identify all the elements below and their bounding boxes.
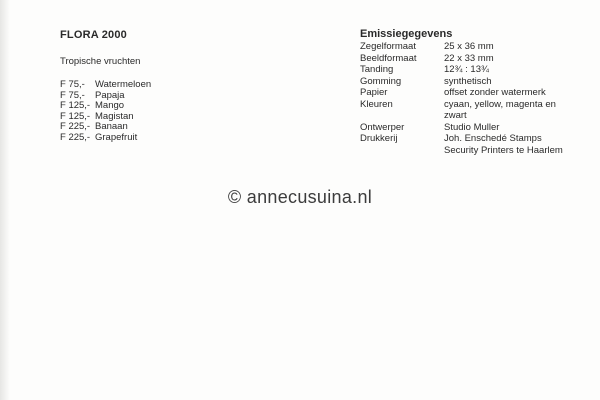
denomination-row [60, 133, 280, 144]
denomination-value: F 225,- [60, 131, 91, 143]
denomination-row [60, 91, 280, 102]
spec-label: Drukkerij [360, 133, 398, 144]
copyright-watermark: © annecusuina.nl [227, 187, 373, 207]
denomination-row [60, 122, 280, 133]
spec-row-colors [360, 99, 590, 122]
denomination-value: F 75,- [60, 79, 85, 90]
spec-value-line: cyaan, yellow, magenta en [444, 98, 556, 110]
spec-row-perforation [360, 64, 590, 76]
denomination-name: Magistan [95, 110, 134, 122]
spec-value: Studio Muller [444, 121, 500, 133]
spec-label: Papier [360, 87, 388, 98]
spec-value: 25 x 36 mm [444, 41, 494, 52]
spec-label: Ontwerper [360, 121, 405, 133]
spec-label: Kleuren [360, 98, 393, 110]
spec-label: Zegelformaat [360, 41, 416, 52]
spec-value [444, 99, 590, 122]
spec-row-printer [360, 133, 590, 156]
spec-label: Gomming [360, 75, 402, 87]
issue-subtitle: Tropische vruchten [60, 56, 141, 67]
denomination-name: Mango [95, 100, 125, 111]
spec-value: offset zonder watermerk [444, 87, 546, 98]
denomination-row [60, 112, 280, 123]
denomination-name: Grapefruit [95, 131, 138, 143]
spec-value-line: Security Printers te Haarlem [444, 144, 563, 156]
spec-value-line: Joh. Enschedé Stamps [444, 133, 542, 144]
spec-row-image-size [360, 53, 590, 65]
emission-data-column [360, 27, 590, 156]
denomination-row [60, 80, 280, 91]
issue-title: FLORA 2000 [60, 29, 128, 41]
spec-value-line: zwart [444, 110, 467, 121]
denomination-value: F 125,- [60, 110, 91, 122]
spec-row-designer [360, 122, 590, 134]
spec-row-stamp-size [360, 41, 590, 53]
denomination-name: Banaan [95, 121, 128, 132]
spec-value: synthetisch [444, 75, 492, 87]
spec-row-paper [360, 87, 590, 99]
denomination-value: F 75,- [60, 89, 85, 101]
spec-list [360, 41, 590, 156]
stamp-issue-column [60, 28, 280, 143]
denomination-row [60, 101, 280, 112]
denomination-name: Watermeloen [95, 79, 152, 90]
denomination-value: F 125,- [60, 100, 91, 111]
spec-value: 12¾ : 13¾ [444, 64, 489, 75]
emission-title: Emissiegegevens [360, 28, 453, 40]
spec-value: 22 x 33 mm [444, 52, 494, 64]
denomination-name: Papaja [95, 89, 125, 101]
spec-row-gum [360, 76, 590, 88]
spec-value [444, 133, 590, 156]
denomination-list [60, 80, 280, 143]
spec-label: Tanding [360, 64, 394, 75]
denomination-value: F 225,- [60, 121, 91, 132]
spec-label: Beeldformaat [360, 52, 417, 64]
